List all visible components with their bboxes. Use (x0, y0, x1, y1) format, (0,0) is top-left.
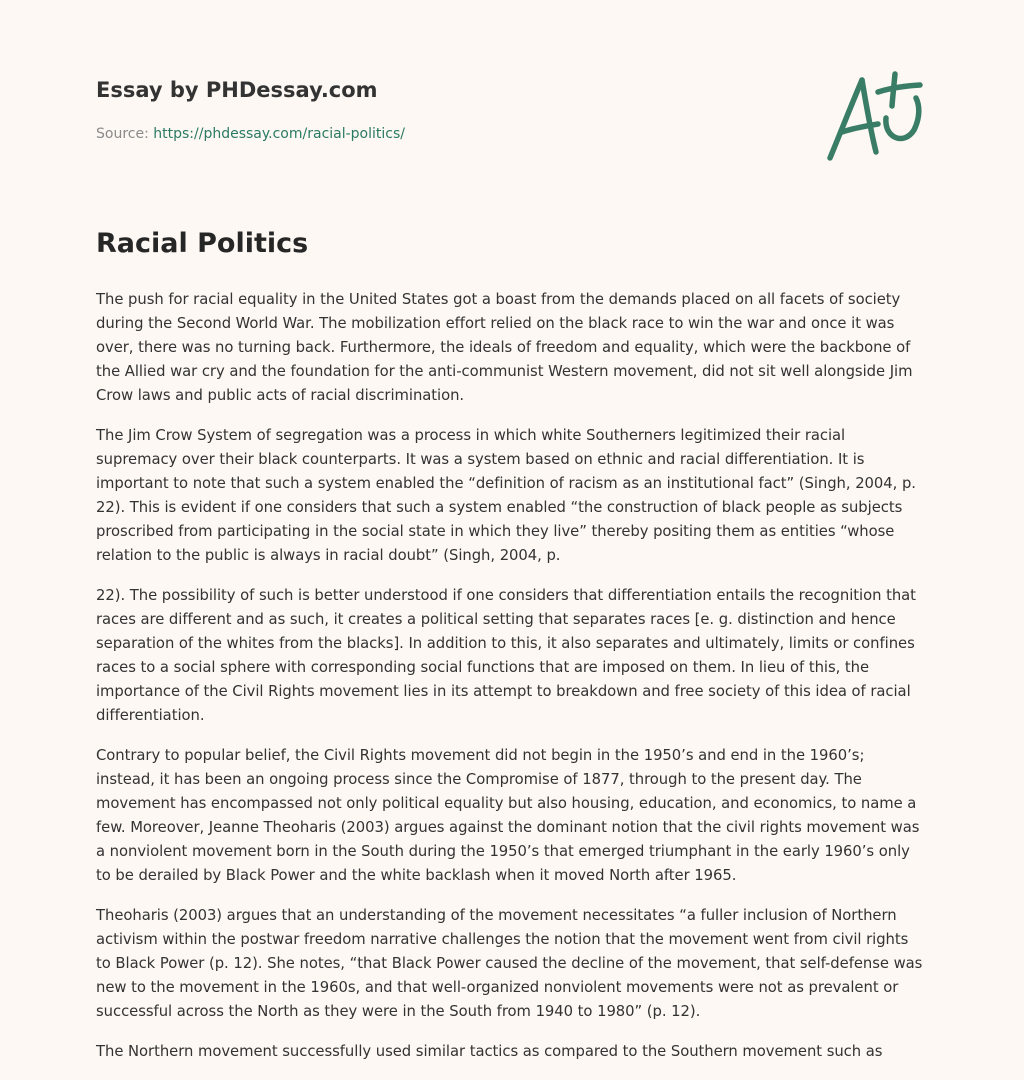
a-plus-logo-icon (820, 66, 930, 166)
page-header (96, 76, 796, 144)
source-link[interactable]: https://phdessay.com/racial-politics/ (153, 126, 405, 142)
article-paragraph: Theoharis (2003) argues that an understanding of the movement necessitates “a fuller inclusion of Northern activism within the postwar freedom narrative challenges the notion that the movement went from civil rights to Black Power (p. 12). She notes, “that Black Power caused the decline of the movement, that self-defense was new to the movement in the 1960s, and that well-organized nonviolent movements were not as prevalent or successful across the North as they were in the South from 1940 to 1980” (p. 12). (96, 907, 923, 1020)
site-title: Essay by PHDessay.com (96, 78, 378, 102)
article-paragraph: The Jim Crow System of segregation was a process in which white Southerners legitimized their racial supremacy over their black counterparts. It was a system based on ethnic and racial differentiation. It is important to note that such a system enabled the “definition of racism as an institutional fact” (Singh, 2004, p. 22). This is evident if one considers that such a system enabled “the construction of black people as subjects proscribed from participating in the social state in which they live” thereby positing them as entities “whose relation to the public is always in racial doubt” (Singh, 2004, p. (96, 427, 916, 564)
source-label: Source: (96, 126, 149, 142)
article-paragraph: The push for racial equality in the United States got a boast from the demands placed on all facets of society during the Second World War. The mobilization effort relied on the black race to win the war and once it was over, there was no turning back. Furthermore, the ideals of freedom and equality, which were the backbone of the Allied war cry and the foundation for the anti-communist Western movement, did not sit well alongside Jim Crow laws and public acts of racial discrimination. (96, 291, 913, 404)
article-paragraph: 22). The possibility of such is better understood if one considers that differentiation entails the recognition that races are different and as such, it creates a political setting that separates races [e. g. distinction and hence separation of the whites from the blacks]. In addition to this, it also separates and ultimately, limits or confines races to a social sphere with corresponding social functions that are imposed on them. In lieu of this, the importance of the Civil Rights movement lies in its attempt to breakdown and free society of this idea of racial differentiation. (96, 587, 916, 724)
article-title: Racial Politics (96, 228, 309, 259)
article-paragraph: The Northern movement successfully used similar tactics as compared to the Southern movement such as (96, 1043, 883, 1060)
article-paragraph: Contrary to popular belief, the Civil Rights movement did not begin in the 1950’s and end in the 1960’s; instead, it has been an ongoing process since the Compromise of 1877, through to the present day. The movement has encompassed not only political equality but also housing, education, and economics, to name a few. Moreover, Jeanne Theoharis (2003) argues against the dominant notion that the civil rights movement was a nonviolent movement born in the South during the 1950’s that emerged triumphant in the early 1960’s only to be derailed by Black Power and the white backlash when it moved North after 1965. (96, 747, 920, 884)
article (96, 224, 926, 1080)
source-line (96, 124, 796, 144)
